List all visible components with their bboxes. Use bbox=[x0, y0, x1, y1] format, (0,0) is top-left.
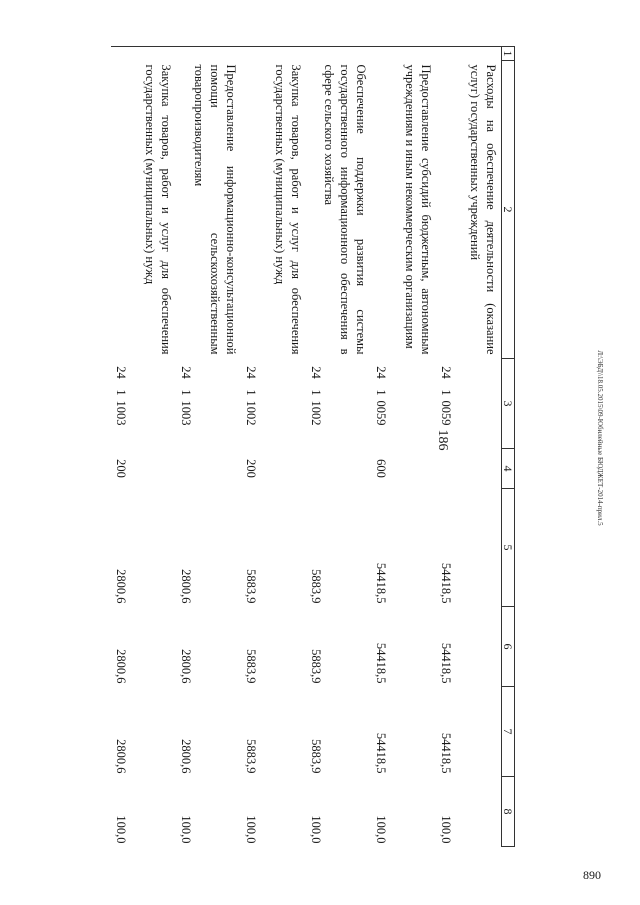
row-value-6: 54418,5 bbox=[374, 642, 388, 684]
row-code-b: 1 bbox=[374, 389, 388, 396]
row-code-a: 24 bbox=[374, 366, 388, 379]
row-description: Обеспечение поддержки развития системы государственного информационного обеспечения в сфере сельского хозяйства bbox=[322, 64, 368, 355]
row-value-7: 5883,9 bbox=[309, 739, 323, 774]
row-value-5: 2800,6 bbox=[114, 569, 128, 604]
row-code-d: 600 bbox=[374, 459, 388, 478]
row-code-d bbox=[436, 449, 502, 489]
row-value-7: 54418,5 bbox=[439, 732, 453, 774]
row-code-c: 1003 bbox=[179, 400, 193, 426]
row-code-c: 1003 bbox=[114, 400, 128, 426]
budget-table-block bbox=[85, 46, 515, 846]
header-col-4: 4 bbox=[502, 449, 515, 489]
row-code-d bbox=[306, 449, 371, 489]
row-code-d: 200 bbox=[244, 459, 258, 478]
header-col-5: 5 bbox=[502, 489, 515, 607]
page-number: 186 bbox=[435, 429, 450, 451]
row-value-6: 54418,5 bbox=[439, 642, 453, 684]
row-value-7: 54418,5 bbox=[374, 732, 388, 774]
row-value-7: 2800,6 bbox=[179, 739, 193, 774]
row-value-6: 2800,6 bbox=[114, 649, 128, 684]
table-row bbox=[371, 47, 436, 847]
table-row bbox=[306, 47, 371, 847]
row-value-8: 100,0 bbox=[439, 815, 453, 844]
row-code-a: 24 bbox=[244, 366, 258, 379]
sheet-number: 890 bbox=[583, 868, 601, 882]
row-code-b: 1 bbox=[439, 389, 453, 396]
row-value-8: 100,0 bbox=[374, 815, 388, 844]
budget-table bbox=[111, 46, 515, 847]
row-code-c: 0059 bbox=[374, 400, 388, 426]
row-code-b: 1 bbox=[179, 389, 193, 396]
row-value-8: 100,0 bbox=[309, 815, 323, 844]
table-row bbox=[176, 47, 241, 847]
row-value-6: 2800,6 bbox=[179, 649, 193, 684]
row-code-b: 1 bbox=[244, 389, 258, 396]
row-value-6: 5883,9 bbox=[244, 649, 258, 684]
row-value-8: 100,0 bbox=[244, 815, 258, 844]
table-header bbox=[502, 47, 515, 847]
header-col-1: 1 bbox=[502, 47, 515, 61]
row-description: Предоставление информационно-консультационной помощи сельскохозяйственным товаропроизводителям bbox=[192, 64, 238, 355]
header-col-8: 8 bbox=[502, 777, 515, 847]
header-col-7: 7 bbox=[502, 687, 515, 777]
table-row bbox=[436, 47, 502, 847]
row-value-7: 2800,6 bbox=[114, 739, 128, 774]
row-value-5: 2800,6 bbox=[179, 569, 193, 604]
row-value-5: 5883,9 bbox=[309, 569, 323, 604]
row-value-5: 54418,5 bbox=[374, 562, 388, 604]
row-description: Закупка товаров, работ и услуг для обеспечения государственных (муниципальных) нужд bbox=[143, 64, 173, 355]
row-value-7: 5883,9 bbox=[244, 739, 258, 774]
table-row bbox=[111, 47, 176, 847]
footer-note: Л:\ЭБД\\18.05.2015\09-Юбилейные БЮДЖЕТ-2014-прил.5 bbox=[596, 350, 604, 526]
row-code-c: 1002 bbox=[309, 400, 323, 426]
header-col-3: 3 bbox=[502, 359, 515, 449]
table-row bbox=[241, 47, 306, 847]
row-value-6: 5883,9 bbox=[309, 649, 323, 684]
table-body bbox=[111, 47, 502, 847]
row-code-a: 24 bbox=[309, 366, 323, 379]
budget-table-rotated bbox=[85, 46, 515, 846]
row-description: Расходы на обеспечение деятельности (оказание услуг) государственных учреждений bbox=[468, 64, 498, 355]
row-code-d bbox=[176, 449, 241, 489]
row-value-5: 54418,5 bbox=[439, 562, 453, 604]
row-description: Закупка товаров, работ и услуг для обеспечения государственных (муниципальных) нужд bbox=[273, 64, 303, 355]
row-code-b: 1 bbox=[309, 389, 323, 396]
row-value-8: 100,0 bbox=[114, 815, 128, 844]
row-code-a: 24 bbox=[179, 366, 193, 379]
row-code-d: 200 bbox=[114, 459, 128, 478]
row-code-c: 0059 bbox=[439, 400, 453, 426]
header-col-2: 2 bbox=[502, 61, 515, 359]
row-code-c: 1002 bbox=[244, 400, 258, 426]
row-value-8: 100,0 bbox=[179, 815, 193, 844]
row-code-a: 24 bbox=[439, 366, 453, 379]
row-description: Предоставление субсидий бюджетным, автономным учреждениям и иным некоммерческим организациям bbox=[403, 64, 433, 355]
header-col-6: 6 bbox=[502, 607, 515, 687]
row-code-a: 24 bbox=[114, 366, 128, 379]
row-code-b: 1 bbox=[114, 389, 128, 396]
row-value-5: 5883,9 bbox=[244, 569, 258, 604]
